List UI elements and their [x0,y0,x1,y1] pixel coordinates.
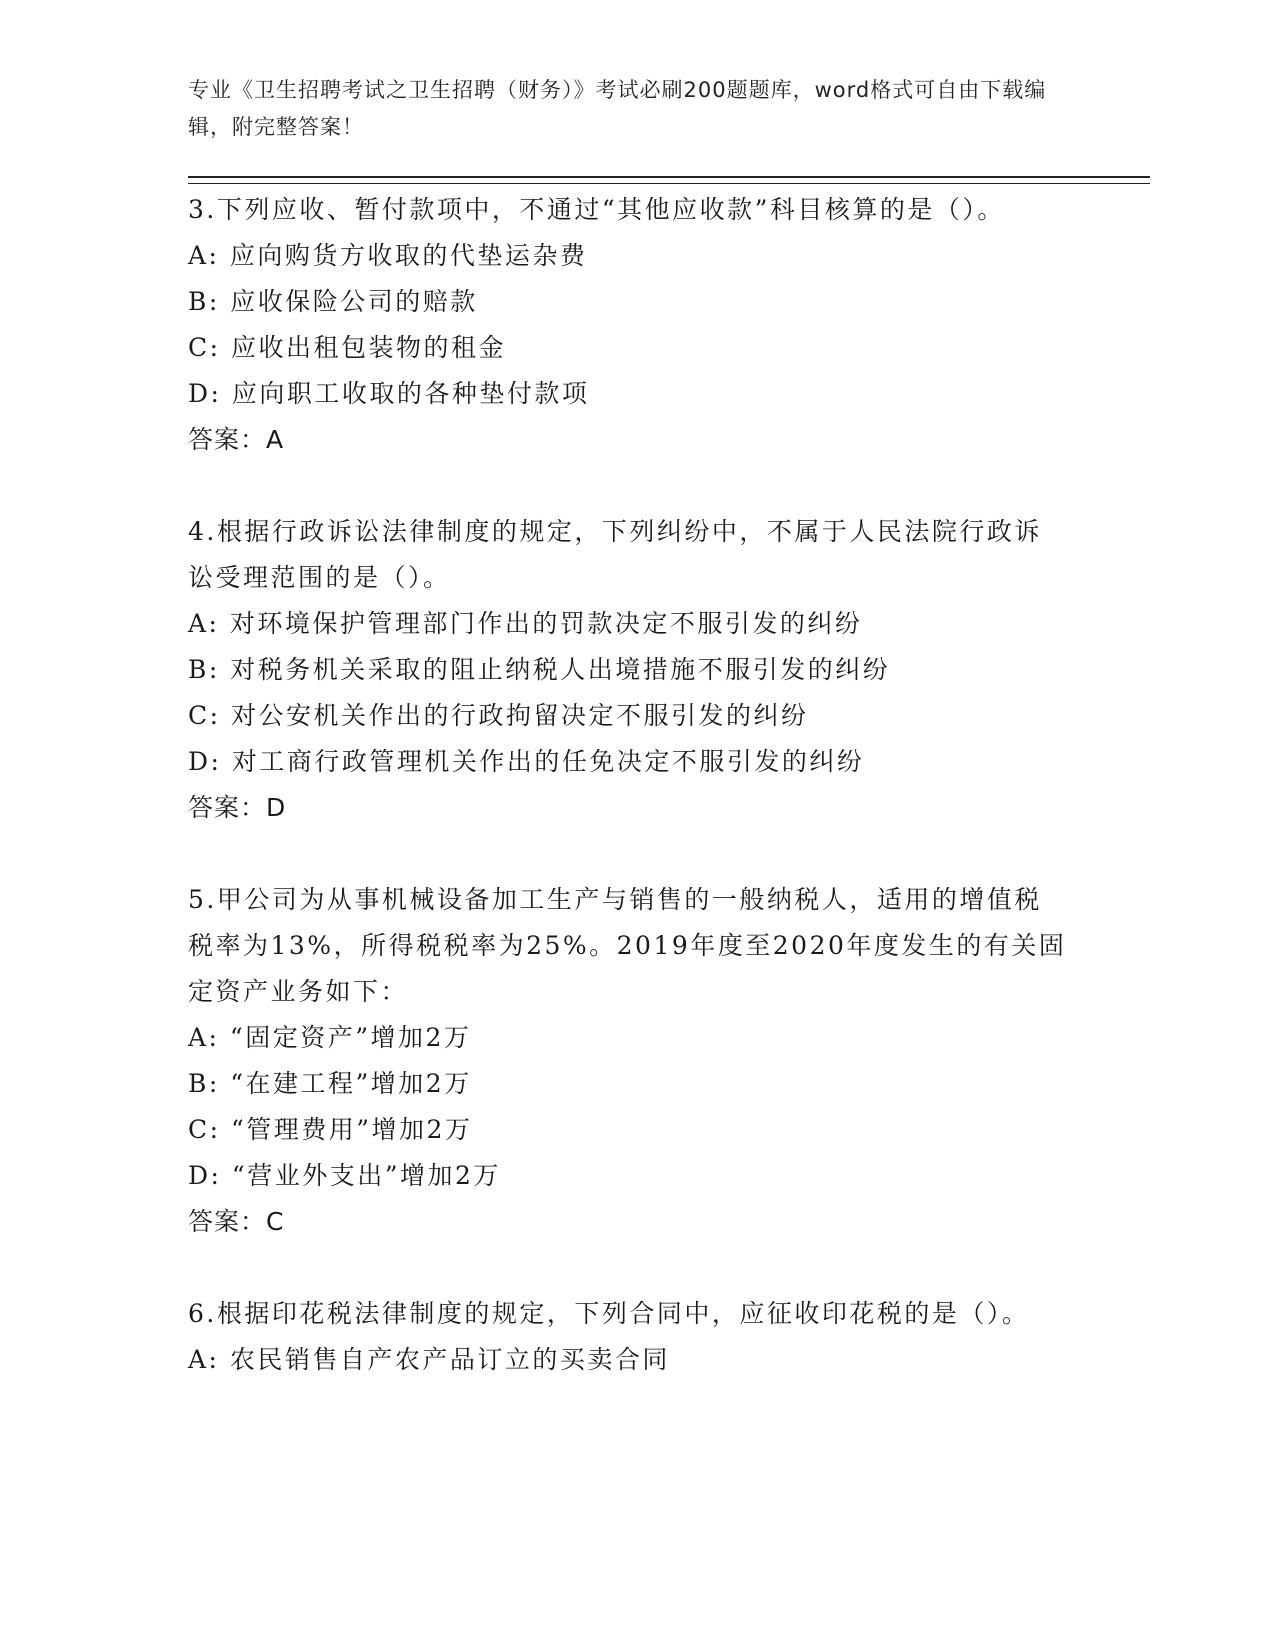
option-a: A: 农民销售自产农产品订立的买卖合同 [188,1345,670,1374]
answer: 答案：A [188,425,285,454]
question-3 [188,187,1068,463]
option-a: A: 应向购货方收取的代垫运杂费 [188,241,588,270]
document-header: 专业《卫生招聘考试之卫生招聘（财务）》考试必刷200题题库，word格式可自由下载编辑，附完整答案！ [188,78,1047,139]
option-a: A: “固定资产”增加2万 [188,1023,472,1052]
option-b: B: 对税务机关采取的阻止纳税人出境措施不服引发的纠纷 [188,655,891,684]
question-5 [188,877,1068,1245]
option-c: C: 对公安机关作出的行政拘留决定不服引发的纠纷 [188,701,809,730]
answer: 答案：C [188,1207,285,1236]
option-b: B: 应收保险公司的赔款 [188,287,478,316]
option-b: B: “在建工程”增加2万 [188,1069,472,1098]
question-list [188,187,1068,1429]
answer: 答案：D [188,793,287,822]
option-d: D: 对工商行政管理机关作出的任免决定不服引发的纠纷 [188,747,865,776]
question-text: 5.甲公司为从事机械设备加工生产与销售的一般纳税人，适用的增值税税率为13%，所得税税率为25%。2019年度至2020年度发生的有关固定资产业务如下： [188,885,1067,1006]
question-text: 6.根据印花税法律制度的规定，下列合同中，应征收印花税的是（）。 [188,1299,1030,1328]
question-text: 3.下列应收、暂付款项中，不通过“其他应收款”科目核算的是（）。 [188,195,1005,224]
option-d: D: 应向职工收取的各种垫付款项 [188,379,590,408]
question-6 [188,1291,1068,1383]
header-rule-thick [188,176,1150,178]
option-c: C: “管理费用”增加2万 [188,1115,473,1144]
option-c: C: 应收出租包装物的租金 [188,333,506,362]
question-text: 4.根据行政诉讼法律制度的规定，下列纠纷中，不属于人民法院行政诉讼受理范围的是（）。 [188,517,1042,592]
option-a: A: 对环境保护管理部门作出的罚款决定不服引发的纠纷 [188,609,863,638]
header-rule-thin [188,183,1150,184]
question-4 [188,509,1068,831]
option-d: D: “营业外支出”增加2万 [188,1161,501,1190]
